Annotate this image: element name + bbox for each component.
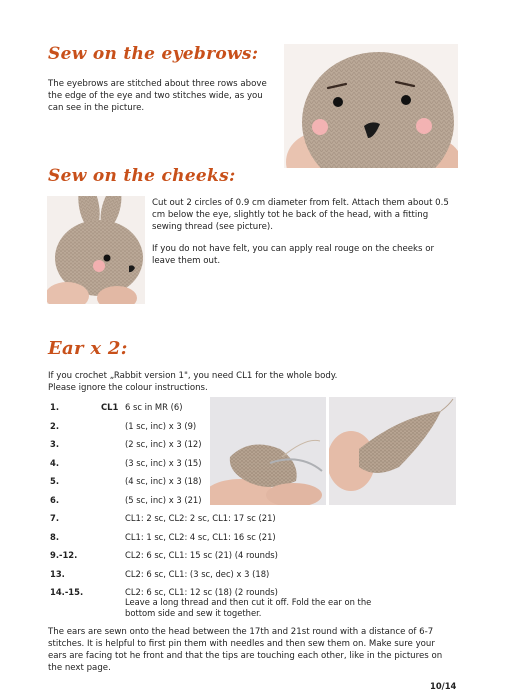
- row-instruction: CL1: 1 sc, CL2: 4 sc, CL1: 16 sc (21): [125, 531, 276, 542]
- ear-intro: If you crochet „Rabbit version 1", you need CL1 for the whole body. Please ignore the colour instructions.: [48, 371, 338, 393]
- row-instruction-text: CL2: 6 sc, CL1: 12 sc (18) (2 rounds): [125, 587, 278, 597]
- pattern-row: [50, 402, 395, 421]
- row-instruction: (3 sc, inc) x 3 (15): [125, 457, 202, 468]
- row-instruction: CL2: 6 sc, CL1: 15 sc (21) (4 rounds): [125, 550, 278, 560]
- row-instruction: [125, 587, 395, 619]
- row-color: [101, 550, 125, 569]
- row-instruction: (1 sc, inc) x 3 (9): [125, 420, 197, 431]
- cheeks-text-1: Cut out 2 circles of 0.9 cm diameter from felt. Attach them about 0.5 cm below the eye, slightly tot he back of the head, with a fitting sewing thread (see picture).: [152, 198, 449, 232]
- row-number: 13.: [50, 568, 65, 579]
- pattern-row: [50, 587, 395, 619]
- pattern-row: [50, 439, 395, 458]
- bunny-head-eyebrows-photo: [284, 44, 458, 168]
- page-number: 10/14: [430, 681, 457, 691]
- row-instruction: (2 sc, inc) x 3 (12): [125, 439, 202, 449]
- cheeks-text-2: If you do not have felt, you can apply real rouge on the cheeks or leave them out.: [152, 244, 435, 266]
- pattern-row: [50, 476, 395, 495]
- row-color: CL1: [101, 402, 119, 412]
- row-color: [101, 439, 125, 458]
- row-number: 7.: [50, 513, 60, 523]
- pattern-row: [50, 495, 395, 514]
- row-number: 8.: [50, 531, 60, 542]
- pattern-row: [50, 550, 395, 569]
- row-number: 4.: [50, 457, 60, 468]
- row-number: 9.-12.: [50, 550, 78, 560]
- ear-closing-text: The ears are sewn onto the head between the 17th and 21st round with a distance of 6-7 stitches. It is helpful to first pin them with needles and then sew them on. Make sure your ears are facing tot he front and that the tips are touching each other, like in the pictures on the next page.: [48, 627, 443, 673]
- bunny-side-photo: [47, 196, 145, 304]
- ear-pattern-table: [50, 402, 395, 619]
- row-color: [101, 421, 125, 440]
- eyebrows-text: The eyebrows are stitched about three rows above the edge of the eye and two stitches wide, as you can see in the picture.: [48, 79, 267, 113]
- cheeks-heading: Sew on the cheeks:: [48, 166, 236, 186]
- row-color: [101, 569, 125, 588]
- row-number: 1.: [50, 402, 60, 412]
- eyebrows-heading: Sew on the eyebrows:: [48, 44, 259, 64]
- pattern-row: [50, 513, 395, 532]
- row-instruction: CL2: 6 sc, CL1: (3 sc, dec) x 3 (18): [125, 568, 270, 579]
- row-color: [101, 458, 125, 477]
- row-color: [101, 513, 125, 532]
- pattern-row: [50, 569, 395, 588]
- row-color: [101, 587, 125, 619]
- pattern-row: [50, 458, 395, 477]
- ear-heading: Ear x 2:: [48, 338, 128, 359]
- row-instruction: (5 sc, inc) x 3 (21): [125, 494, 202, 505]
- row-number: 14.-15.: [50, 587, 84, 597]
- pattern-row: [50, 421, 395, 440]
- row-instruction: (4 sc, inc) x 3 (18): [125, 476, 202, 486]
- row-number: 6.: [50, 494, 60, 505]
- row-number: 5.: [50, 476, 60, 486]
- after-rows-note: Leave a long thread and then cut it off. Fold the ear on the bottom side and sew it together.: [125, 597, 372, 618]
- row-instruction: CL1: 2 sc, CL2: 2 sc, CL1: 17 sc (21): [125, 513, 276, 523]
- row-instruction: 6 sc in MR (6): [125, 402, 183, 412]
- pattern-row: [50, 532, 395, 551]
- row-number: 3.: [50, 439, 60, 449]
- row-color: [101, 532, 125, 551]
- row-color: [101, 476, 125, 495]
- row-color: [101, 495, 125, 514]
- row-number: 2.: [50, 420, 60, 431]
